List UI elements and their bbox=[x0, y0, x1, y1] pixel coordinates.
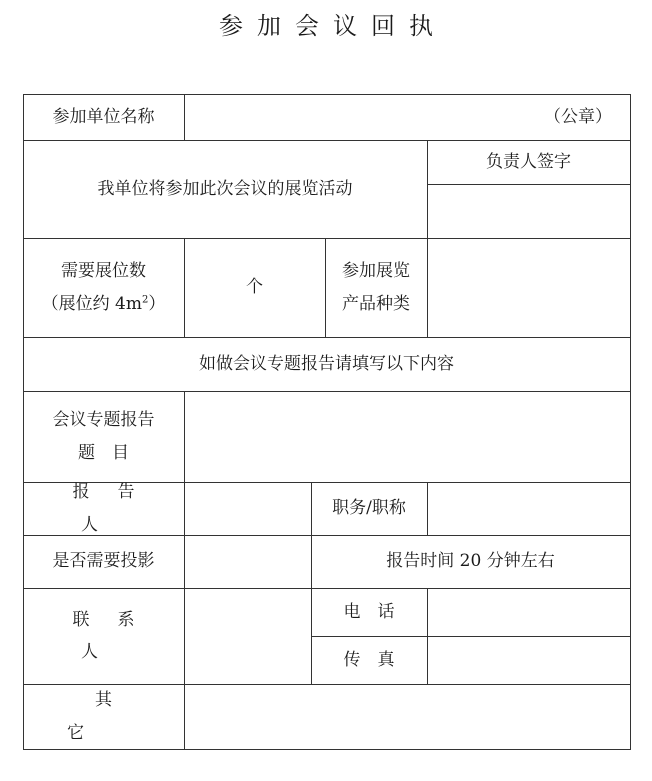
position-label: 职务/职称 bbox=[332, 498, 406, 519]
report-time-note: 报告时间 20 分钟左右 bbox=[386, 551, 555, 572]
report-topic-label-line1: 会议专题报告 bbox=[52, 410, 155, 431]
phone-label: 电 话 bbox=[343, 601, 395, 622]
signature-field[interactable] bbox=[427, 184, 630, 238]
booth-count-field[interactable] bbox=[184, 238, 325, 337]
product-type-label-line2: 产品种类 bbox=[342, 293, 410, 314]
table-line bbox=[23, 749, 631, 750]
booth-area-text: （展位约 4m bbox=[41, 293, 142, 314]
closing-paren: ） bbox=[148, 293, 166, 314]
projection-label: 是否需要投影 bbox=[52, 551, 155, 572]
reporter-field[interactable] bbox=[184, 482, 311, 535]
contact-field[interactable] bbox=[184, 588, 311, 684]
reporter-label: 报告人 bbox=[72, 482, 163, 535]
fax-label: 传 真 bbox=[343, 649, 395, 670]
booth-count-label bbox=[23, 238, 184, 337]
position-field[interactable] bbox=[427, 482, 630, 535]
receipt-form-table bbox=[23, 94, 631, 750]
phone-field[interactable] bbox=[427, 588, 630, 636]
report-topic-field[interactable] bbox=[184, 391, 630, 482]
table-line bbox=[630, 94, 631, 750]
booth-unit: 个 bbox=[246, 277, 263, 298]
report-notice: 如做会议专题报告请填写以下内容 bbox=[199, 353, 454, 374]
booth-count-label-line2 bbox=[42, 288, 166, 320]
projection-field[interactable] bbox=[184, 535, 311, 588]
product-type-label bbox=[325, 238, 427, 337]
other-label: 其它 bbox=[67, 690, 168, 743]
other-field[interactable] bbox=[184, 684, 630, 749]
product-type-field[interactable] bbox=[427, 238, 630, 337]
product-type-label-line1: 参加展览 bbox=[342, 261, 410, 282]
booth-count-label-line1: 需要展位数 bbox=[61, 261, 146, 282]
report-topic-label-line2: 题 目 bbox=[78, 442, 129, 463]
superscript-2: 2 bbox=[141, 293, 149, 305]
unit-name-label: 参加单位名称 bbox=[52, 106, 155, 127]
unit-name-field[interactable] bbox=[184, 94, 630, 140]
fax-field[interactable] bbox=[427, 636, 630, 684]
seal-label: （公章） bbox=[544, 106, 612, 127]
signature-label: 负责人签字 bbox=[486, 151, 571, 172]
page-title: 参加会议回执 bbox=[219, 12, 447, 40]
exhibit-statement: 我单位将参加此次会议的展览活动 bbox=[97, 178, 353, 199]
contact-label: 联系人 bbox=[72, 609, 163, 662]
report-topic-label bbox=[23, 391, 184, 482]
